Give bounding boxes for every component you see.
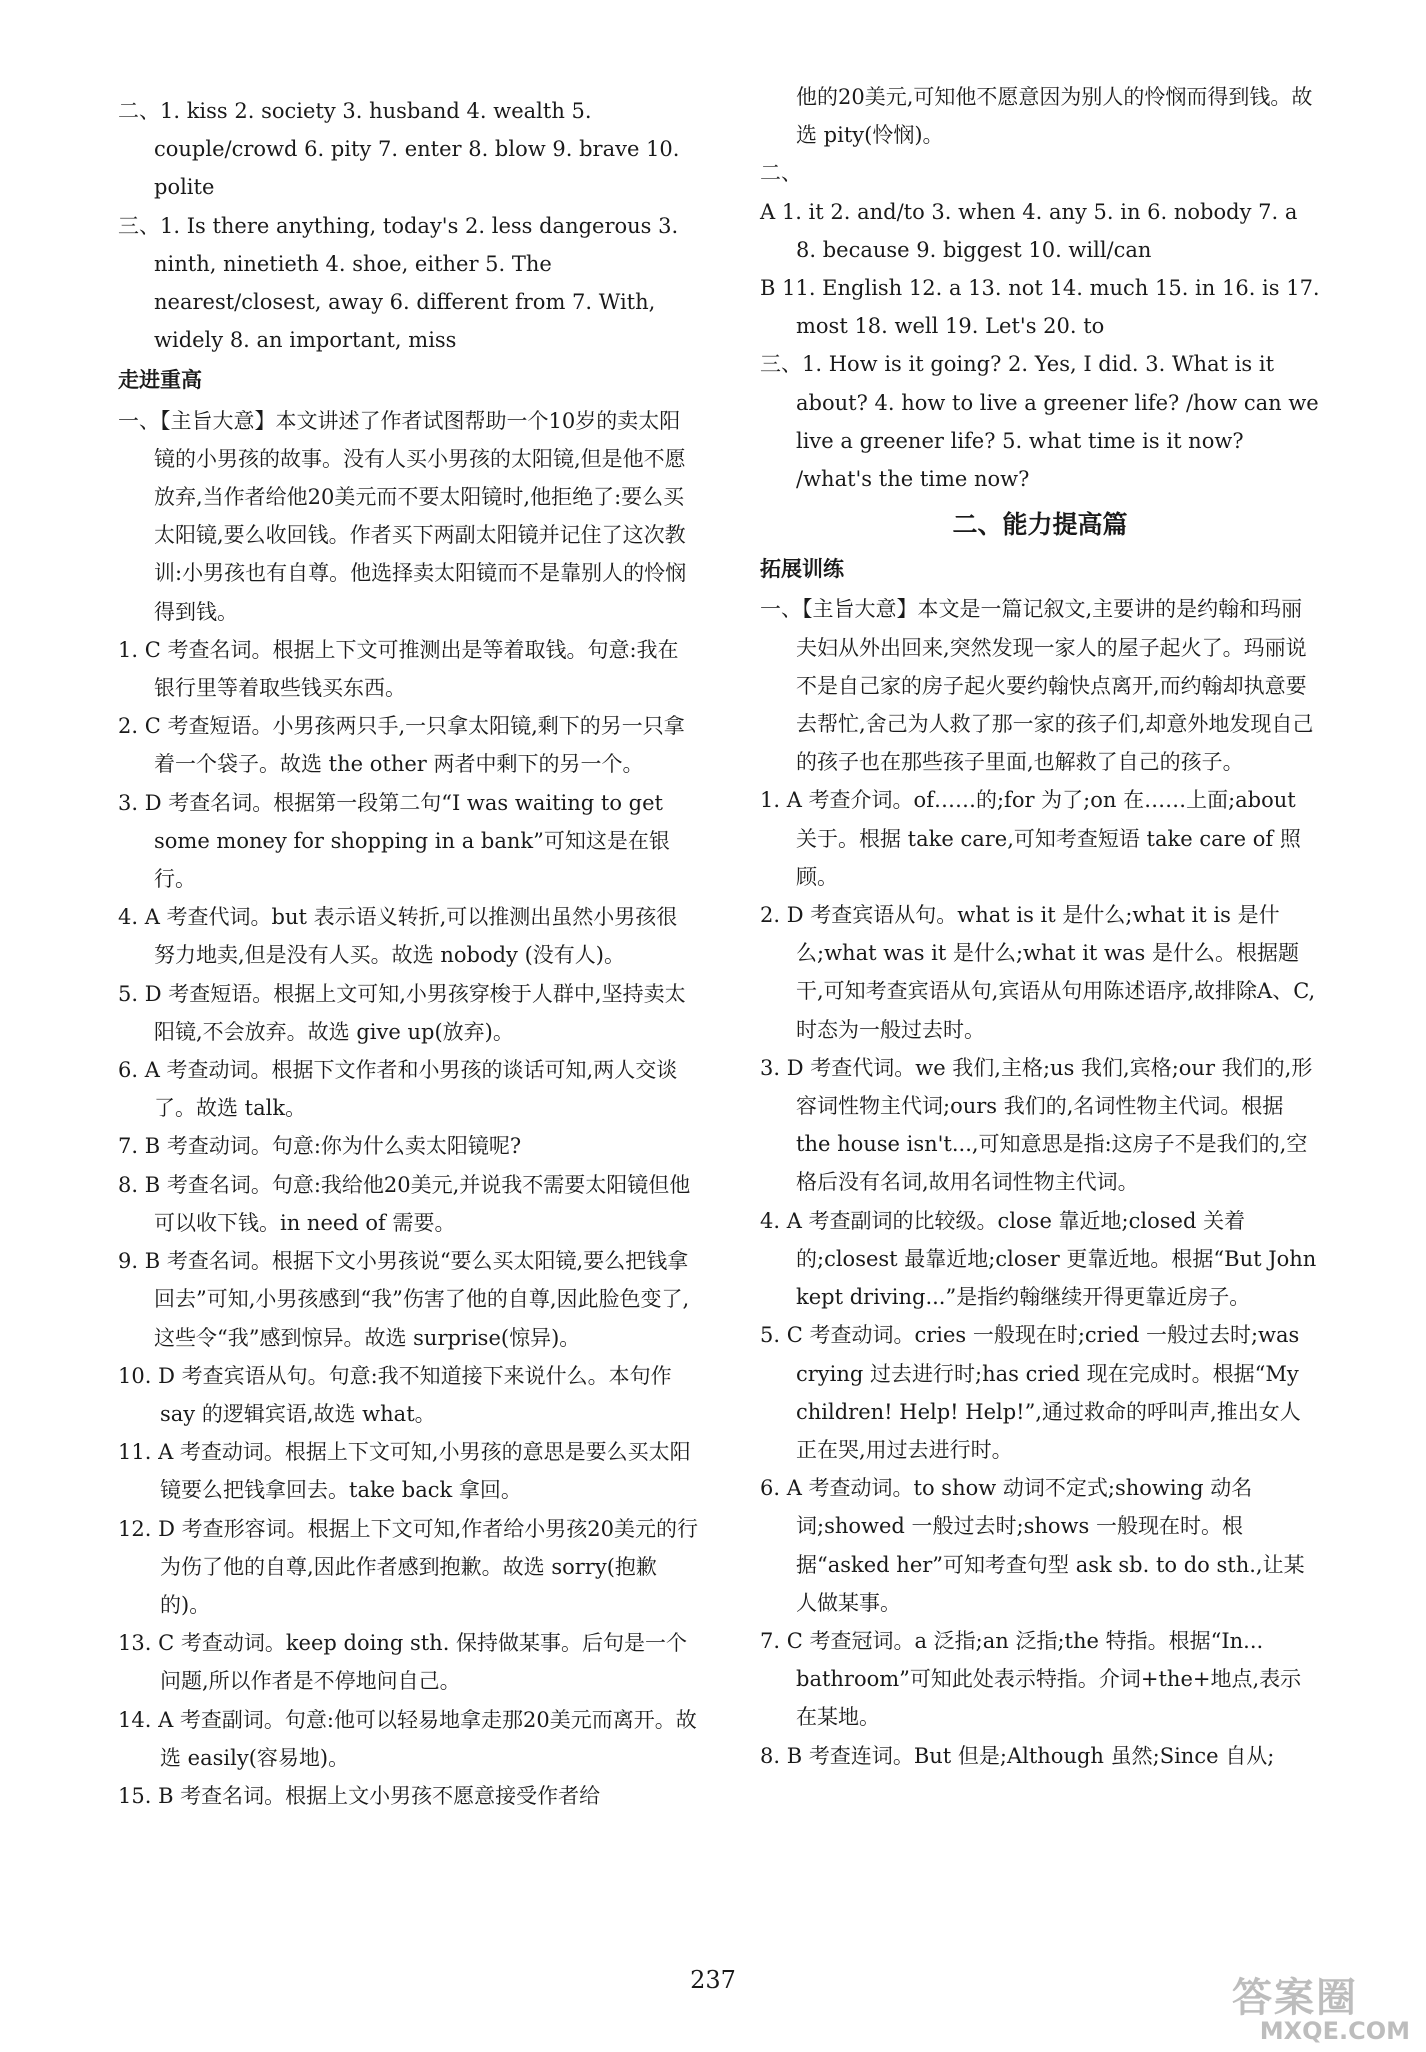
answer-paragraph: 5. C 考查动词。cries 一般现在时;cried 一般过去时;was crying 过去进行时;has cried 现在完成时。根据“My children! Help! Help!”,通过救命的呼叫声,推出女人正在哭,用过去进行时。 [760,1323,1301,1462]
answer-paragraph: 1. C 考查名词。根据上下文可推测出是等着取钱。句意:我在银行里等着取些钱买东西。 [118,637,679,701]
page-number: 237 [690,1966,736,1994]
answer-paragraph: 8. B 考查名词。句意:我给他20美元,并说我不需要太阳镜但他可以收下钱。in need of 需要。 [118,1172,691,1235]
answer-paragraph: 2. D 考查宾语从句。what is it 是什么;what it is 是什么;what was it 是什么;what it was 是什么。根据题干,可知考查宾语从句,宾语从句用陈述语序,故排除A、C,时态为一般过去时。 [760,903,1316,1042]
watermark-text: 答案圈 [1232,1975,1358,2021]
answer-paragraph: 4. A 考查代词。but 表示语义转折,可以推测出虽然小男孩很努力地卖,但是没有人买。故选 nobody (没有人)。 [118,905,678,968]
answer-paragraph: 13. C 考查动词。keep doing sth. 保持做某事。后句是一个问题,所以作者是不停地问自己。 [118,1631,688,1694]
answer-paragraph: 2. C 考查短语。小男孩两只手,一只拿太阳镜,剩下的另一只拿着一个袋子。故选 the other 两者中剩下的另一个。 [118,714,685,777]
answer-paragraph: 4. A 考查副词的比较级。close 靠近地;closed 关着的;closest 最靠近地;closer 更靠近地。根据“But John kept driving...”是指约翰继续开得更靠近房子。 [760,1208,1317,1310]
answer-paragraph: 一、【主旨大意】本文是一篇记叙文,主要讲的是约翰和玛丽夫妇从外出回来,突然发现一家人的屋子起火了。玛丽说不是自己家的房子起火要约翰快点离开,而约翰却执意要去帮忙,舍己为人救了那一家的孩子们,却意外地发现自己的孩子也在那些孩子里面,也解救了自己的孩子。 [760,597,1314,775]
answer-paragraph: 三、1. Is there anything, today's 2. less dangerous 3. ninth, ninetieth 4. shoe, either 5. The nearest/closest, away 6. different from 7. With, widely 8. an important, miss [118,213,679,353]
watermark-logo [1232,1966,1410,2045]
answer-paragraph: 14. A 考查副词。句意:他可以轻易地拿走那20美元而离开。故选 easily(容易地)。 [118,1707,697,1770]
left-column [118,92,698,1815]
answer-paragraph: 6. A 考查动词。to show 动词不定式;showing 动名词;showed 一般过去时;shows 一般现在时。根据“asked her”可知考查句型 ask sb. to do sth.,让某人做某事。 [760,1476,1305,1615]
watermark-url: MXQE.COM [1259,2017,1410,2045]
part-title: 二、能力提高篇 [952,510,1128,540]
answer-paragraph: 一、【主旨大意】本文讲述了作者试图帮助一个10岁的卖太阳镜的小男孩的故事。没有人买小男孩的太阳镜,但是他不愿放弃,当作者给他20美元而不要太阳镜时,他拒绝了:要么买太阳镜,要么收回钱。作者买下两副太阳镜并记住了这次教训:小男孩也有自尊。他选择卖太阳镜而不是靠别人的怜悯得到钱。 [118,408,687,624]
answer-paragraph: 二、 [760,161,802,186]
answer-paragraph: 7. B 考查动词。句意:你为什么卖太阳镜呢? [118,1134,522,1159]
answer-paragraph: 11. A 考查动词。根据上下文可知,小男孩的意思是要么买太阳镜要么把钱拿回去。take back 拿回。 [118,1440,691,1503]
answer-paragraph: 9. B 考查名词。根据下文小男孩说“要么买太阳镜,要么把钱拿回去”可知,小男孩感到“我”伤害了他的自尊,因此脸色变了,这些令“我”感到惊异。故选 surprise(惊异)。 [118,1249,690,1350]
answer-paragraph: 7. C 考查冠词。a 泛指;an 泛指;the 特指。根据“In... bathroom”可知此处表示特指。介词+the+地点,表示在某地。 [760,1628,1302,1730]
answer-paragraph: 12. D 考查形容词。根据上下文可知,作者给小男孩20美元的行为伤了他的自尊,因此作者感到抱歉。故选 sorry(抱歉的)。 [118,1516,698,1617]
section-heading: 拓展训练 [760,557,844,582]
right-column [760,78,1320,1775]
answer-paragraph: 6. A 考查动词。根据下文作者和小男孩的谈话可知,两人交谈了。故选 talk。 [118,1058,678,1121]
answer-paragraph: 10. D 考查宾语从句。句意:我不知道接下来说什么。本句作 say 的逻辑宾语,故选 what。 [118,1363,672,1426]
answer-paragraph: 1. A 考查介词。of……的;for 为了;on 在……上面;about 关于。根据 take care,可知考查短语 take care of 照顾。 [760,788,1301,889]
answer-paragraph: 三、1. How is it going? 2. Yes, I did. 3. What is it about? 4. how to live a greener life? /how can we live a greener life? 5. what time is it now? /what's the time now? [760,352,1319,492]
answer-paragraph: 二、1. kiss 2. society 3. husband 4. wealth 5. couple/crowd 6. pity 7. enter 8. blow 9. brave 10. polite [118,99,680,200]
answer-paragraph: A 1. it 2. and/to 3. when 4. any 5. in 6. nobody 7. a 8. because 9. biggest 10. will/can [760,199,1298,262]
answer-paragraph: 8. B 考查连词。But 但是;Although 虽然;Since 自从; [760,1743,1275,1768]
answer-paragraph: 3. D 考查代词。we 我们,主格;us 我们,宾格;our 我们的,形容词性物主代词;ours 我们的,名词性物主代词。根据 the house isn't...,可知意思是指:这房子不是我们的,空格后没有名词,故用名词性物主代词。 [760,1055,1313,1195]
answer-paragraph: 15. B 考查名词。根据上文小男孩不愿意接受作者给 [118,1783,601,1808]
answer-paragraph: B 11. English 12. a 13. not 14. much 15. in 16. is 17. most 18. well 19. Let's 20. to [760,276,1320,339]
answer-paragraph: 3. D 考查名词。根据第一段第二句“I was waiting to get some money for shopping in a bank”可知这是在银行。 [118,790,670,892]
section-heading: 走进重高 [118,368,202,393]
answer-paragraph: 5. D 考查短语。根据上文可知,小男孩穿梭于人群中,坚持卖太阳镜,不会放弃。故选 give up(放弃)。 [118,981,686,1044]
answer-paragraph: 他的20美元,可知他不愿意因为别人的怜悯而得到钱。故选 pity(怜悯)。 [796,85,1313,148]
